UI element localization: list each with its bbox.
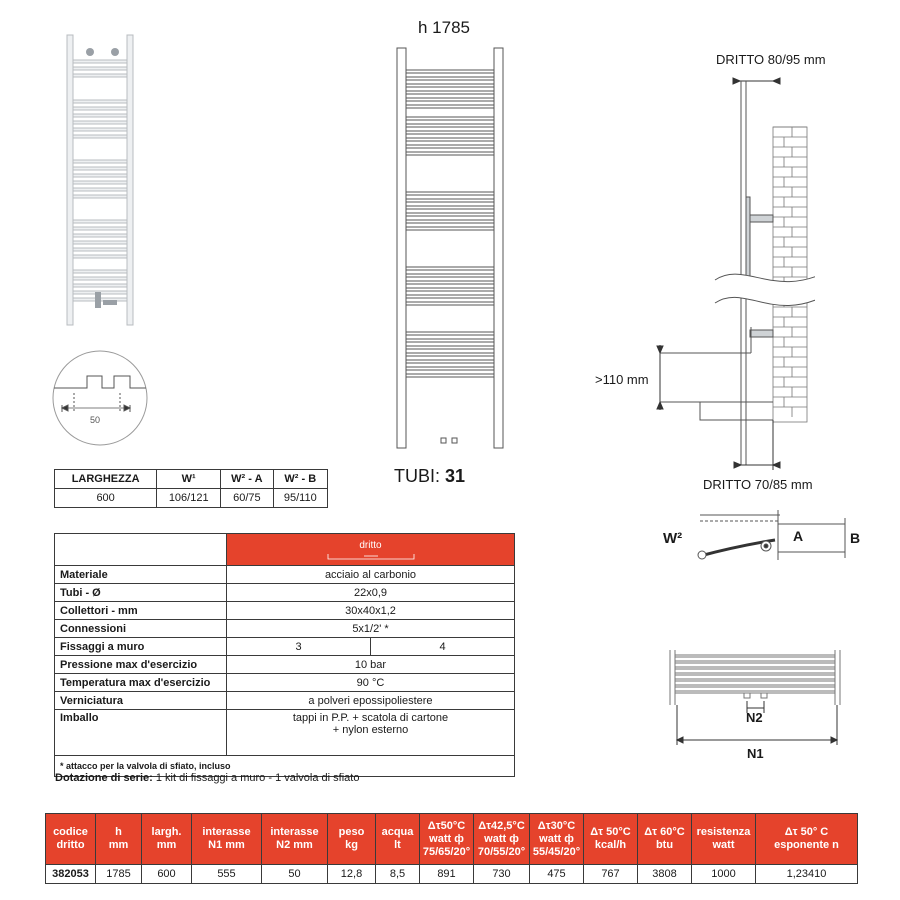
spec-row-temperatura — [55, 674, 515, 692]
spec-row-pressione — [55, 656, 515, 674]
tube-bar — [675, 691, 835, 693]
spec-label: Collettori - mm — [55, 602, 227, 620]
spec-value-fissaggi-a: 3 — [227, 638, 371, 656]
header-dt30-watt — [530, 814, 584, 865]
spec-header-empty — [55, 534, 227, 566]
tube-bar — [406, 367, 494, 370]
cell-resistenza: 1000 — [692, 865, 756, 884]
n2-label: N2 — [746, 710, 763, 725]
n1-label: N1 — [747, 746, 764, 761]
spec-label: Imballo — [55, 710, 227, 756]
tube-bar — [73, 174, 127, 177]
spec-header-model — [227, 534, 515, 566]
header-line: codice — [53, 826, 88, 838]
tube-bar — [406, 332, 494, 335]
cell-h: 1785 — [96, 865, 142, 884]
dotazione-label: Dotazione di serie: — [55, 772, 153, 784]
spec-table-header — [55, 534, 515, 566]
cell-acqua: 8,5 — [376, 865, 420, 884]
tube-bar — [73, 255, 127, 258]
header-line: btu — [655, 839, 674, 851]
tubes-count: 31 — [445, 466, 466, 486]
header-dt50-kcal — [584, 814, 638, 865]
tube-bar — [73, 128, 127, 131]
tube-bar — [406, 339, 494, 342]
tube-bar — [675, 685, 835, 687]
tube-bar — [406, 91, 494, 94]
header-peso — [328, 814, 376, 865]
tube-bar — [406, 206, 494, 209]
tubes-label — [394, 466, 465, 487]
tube-bar — [73, 74, 127, 77]
tube-bar — [406, 360, 494, 363]
cell-n2: 50 — [262, 865, 328, 884]
tube-bar — [73, 107, 127, 110]
width-table-header — [55, 470, 328, 489]
header-line: esponente n — [774, 839, 839, 851]
header-line: Δτ50°C — [427, 819, 466, 832]
cell-dt30-watt: 475 — [530, 865, 584, 884]
data-table — [45, 813, 858, 884]
tube-bar — [406, 145, 494, 148]
header-line: Δτ 50°C — [590, 826, 631, 838]
tube-bar — [73, 160, 127, 163]
spec-header-model-label: dritto — [359, 540, 382, 551]
header-interasse-n2 — [262, 814, 328, 865]
tube-bar — [675, 661, 835, 663]
tube-bar — [73, 167, 127, 170]
header-line: watt ф — [429, 832, 464, 845]
tube-bar — [406, 138, 494, 141]
tube-bar — [406, 288, 494, 291]
header-codice — [46, 814, 96, 865]
cell-btu: 3808 — [638, 865, 692, 884]
tube-bar — [406, 281, 494, 284]
tube-bar — [73, 220, 127, 223]
spec-label: Temperatura max d'esercizio — [55, 674, 227, 692]
spec-value: 5x1/2' * — [227, 620, 515, 638]
tube-bar — [406, 152, 494, 155]
tube-bar — [406, 267, 494, 270]
height-label: h 1785 — [418, 18, 470, 37]
tube-bar — [406, 274, 494, 277]
spec-note: * attacco per la valvola di sfiato, incluso — [55, 756, 515, 777]
a-label: A — [793, 528, 804, 544]
header-line: Δτ 60°C — [644, 826, 685, 838]
connection-detail-drawing — [52, 348, 152, 448]
header-largh — [142, 814, 192, 865]
tube-bar — [406, 84, 494, 87]
floor-gap-label: >110 mm — [595, 372, 649, 387]
tube-bar — [73, 121, 127, 124]
tube-bar — [73, 248, 127, 251]
spec-row-imballo — [55, 710, 515, 756]
tube-bar — [73, 270, 127, 273]
width-header-larghezza: LARGHEZZA — [55, 470, 157, 489]
header-dt42-watt — [474, 814, 530, 865]
spec-value: 22x0,9 — [227, 584, 515, 602]
tube-bar — [406, 77, 494, 80]
header-line: N2 mm — [276, 839, 313, 851]
spec-label: Materiale — [55, 566, 227, 584]
tube-bar — [73, 60, 127, 63]
tube-bar — [73, 227, 127, 230]
header-line: lt — [394, 839, 401, 851]
header-line: N1 mm — [208, 839, 245, 851]
dotazione-line — [55, 772, 359, 784]
header-line: resistenza — [696, 826, 751, 838]
front-view-drawing — [385, 42, 515, 454]
top-view-drawing — [690, 510, 870, 570]
tube-bar — [406, 124, 494, 127]
header-line: acqua — [381, 826, 414, 838]
header-line: kg — [345, 839, 358, 851]
tube-bar — [406, 70, 494, 73]
header-resistenza — [692, 814, 756, 865]
tube-bar — [406, 346, 494, 349]
header-line: 75/65/20° — [422, 845, 471, 858]
header-line: largh. — [151, 826, 182, 838]
spec-value: 90 °C — [227, 674, 515, 692]
data-table-row — [46, 865, 858, 884]
width-value-larghezza: 600 — [55, 489, 157, 508]
cell-codice: 382053 — [46, 865, 96, 884]
tube-bar — [406, 295, 494, 298]
spec-value-fissaggi-b: 4 — [371, 638, 515, 656]
tube-bar — [406, 117, 494, 120]
b-label: B — [850, 530, 861, 546]
header-line: Δτ30°C — [537, 819, 576, 832]
spec-label: Tubi - Ø — [55, 584, 227, 602]
tubes-label-text: TUBI: — [394, 466, 441, 486]
header-line: Δτ42,5°C — [478, 819, 525, 832]
header-dt60-btu — [638, 814, 692, 865]
imballo-line-1: tappi in P.P. + scatola di cartone — [292, 712, 449, 724]
width-value-w1: 106/121 — [157, 489, 221, 508]
tube-bar — [73, 284, 127, 287]
spec-label: Connessioni — [55, 620, 227, 638]
tube-bar — [406, 213, 494, 216]
header-line: Δτ 50° C — [784, 826, 829, 838]
spec-row-connessioni — [55, 620, 515, 638]
spec-row-verniciatura — [55, 692, 515, 710]
width-value-w2b: 95/110 — [273, 489, 327, 508]
tube-bar — [73, 181, 127, 184]
tube-bar — [406, 105, 494, 108]
cell-dt42-watt: 730 — [474, 865, 530, 884]
header-line: 55/45/20° — [532, 845, 581, 858]
cell-largh: 600 — [142, 865, 192, 884]
product-image — [55, 30, 145, 330]
width-table — [54, 469, 328, 508]
tube-bar — [675, 673, 835, 675]
spec-value: 30x40x1,2 — [227, 602, 515, 620]
header-line: watt ф — [484, 832, 519, 845]
w2-label: W² — [663, 530, 683, 547]
tube-bar — [406, 302, 494, 305]
spec-value-imballo — [227, 710, 515, 756]
width-value-w2a: 60/75 — [221, 489, 273, 508]
header-line: watt ф — [539, 832, 574, 845]
header-interasse-n1 — [192, 814, 262, 865]
model-profile-icon — [326, 553, 416, 561]
spec-row-collettori — [55, 602, 515, 620]
tube-bar — [73, 195, 127, 198]
spec-row-tubi — [55, 584, 515, 602]
tube-bar — [73, 188, 127, 191]
tube-bar — [406, 227, 494, 230]
width-header-w2a: W² - A — [221, 470, 273, 489]
cell-esponente: 1,23410 — [756, 865, 858, 884]
axis-distance-drawing — [665, 645, 850, 750]
imballo-line-2: + nylon esterno — [332, 724, 409, 736]
header-line: mm — [108, 839, 129, 851]
spec-label: Pressione max d'esercizio — [55, 656, 227, 674]
tube-bar — [675, 667, 835, 669]
header-acqua — [376, 814, 420, 865]
tube-bar — [406, 131, 494, 134]
tube-bar — [73, 114, 127, 117]
tube-bar — [675, 679, 835, 681]
header-line: mm — [156, 839, 177, 851]
spec-value: acciaio al carbonio — [227, 566, 515, 584]
spec-row-materiale — [55, 566, 515, 584]
header-line: interasse — [270, 826, 319, 838]
width-table-row — [55, 489, 328, 508]
spec-value: a polveri epossipoliestere — [227, 692, 515, 710]
header-h — [96, 814, 142, 865]
tube-bar — [406, 374, 494, 377]
tube-bar — [406, 199, 494, 202]
tube-bar — [73, 234, 127, 237]
header-line: interasse — [202, 826, 251, 838]
spec-label: Fissaggi a muro — [55, 638, 227, 656]
width-header-w1: W¹ — [157, 470, 221, 489]
dritto-bottom-label: DRITTO 70/85 mm — [703, 477, 813, 492]
spec-table — [54, 533, 515, 777]
tube-bar — [406, 192, 494, 195]
cell-dt50-watt: 891 — [420, 865, 474, 884]
tube-bar — [73, 100, 127, 103]
side-section-drawing — [655, 75, 815, 475]
tube-bar — [73, 67, 127, 70]
dritto-top-label: DRITTO 80/95 mm — [716, 52, 826, 67]
cell-kcal: 767 — [584, 865, 638, 884]
header-dt50-watt — [420, 814, 474, 865]
header-line: kcal/h — [594, 839, 627, 851]
tube-bar — [73, 277, 127, 280]
dotazione-text: 1 kit di fissaggi a muro - 1 valvola di sfiato — [152, 772, 360, 784]
tube-bar — [73, 135, 127, 138]
header-line: watt — [712, 839, 735, 851]
data-table-header — [46, 814, 858, 865]
tube-bar — [675, 655, 835, 657]
spec-label: Verniciatura — [55, 692, 227, 710]
header-line: h — [115, 826, 122, 838]
detail-dimension-50: 50 — [90, 415, 101, 425]
cell-n1: 555 — [192, 865, 262, 884]
tube-bar — [406, 98, 494, 101]
tube-bar — [406, 353, 494, 356]
spec-value: 10 bar — [227, 656, 515, 674]
tube-bar — [73, 241, 127, 244]
header-line: 70/55/20° — [477, 845, 526, 858]
header-line: dritto — [56, 839, 85, 851]
spec-row-fissaggi — [55, 638, 515, 656]
header-line: peso — [338, 826, 365, 838]
tube-bar — [406, 220, 494, 223]
width-header-w2b: W² - B — [273, 470, 327, 489]
header-esponente — [756, 814, 858, 865]
cell-peso: 12,8 — [328, 865, 376, 884]
